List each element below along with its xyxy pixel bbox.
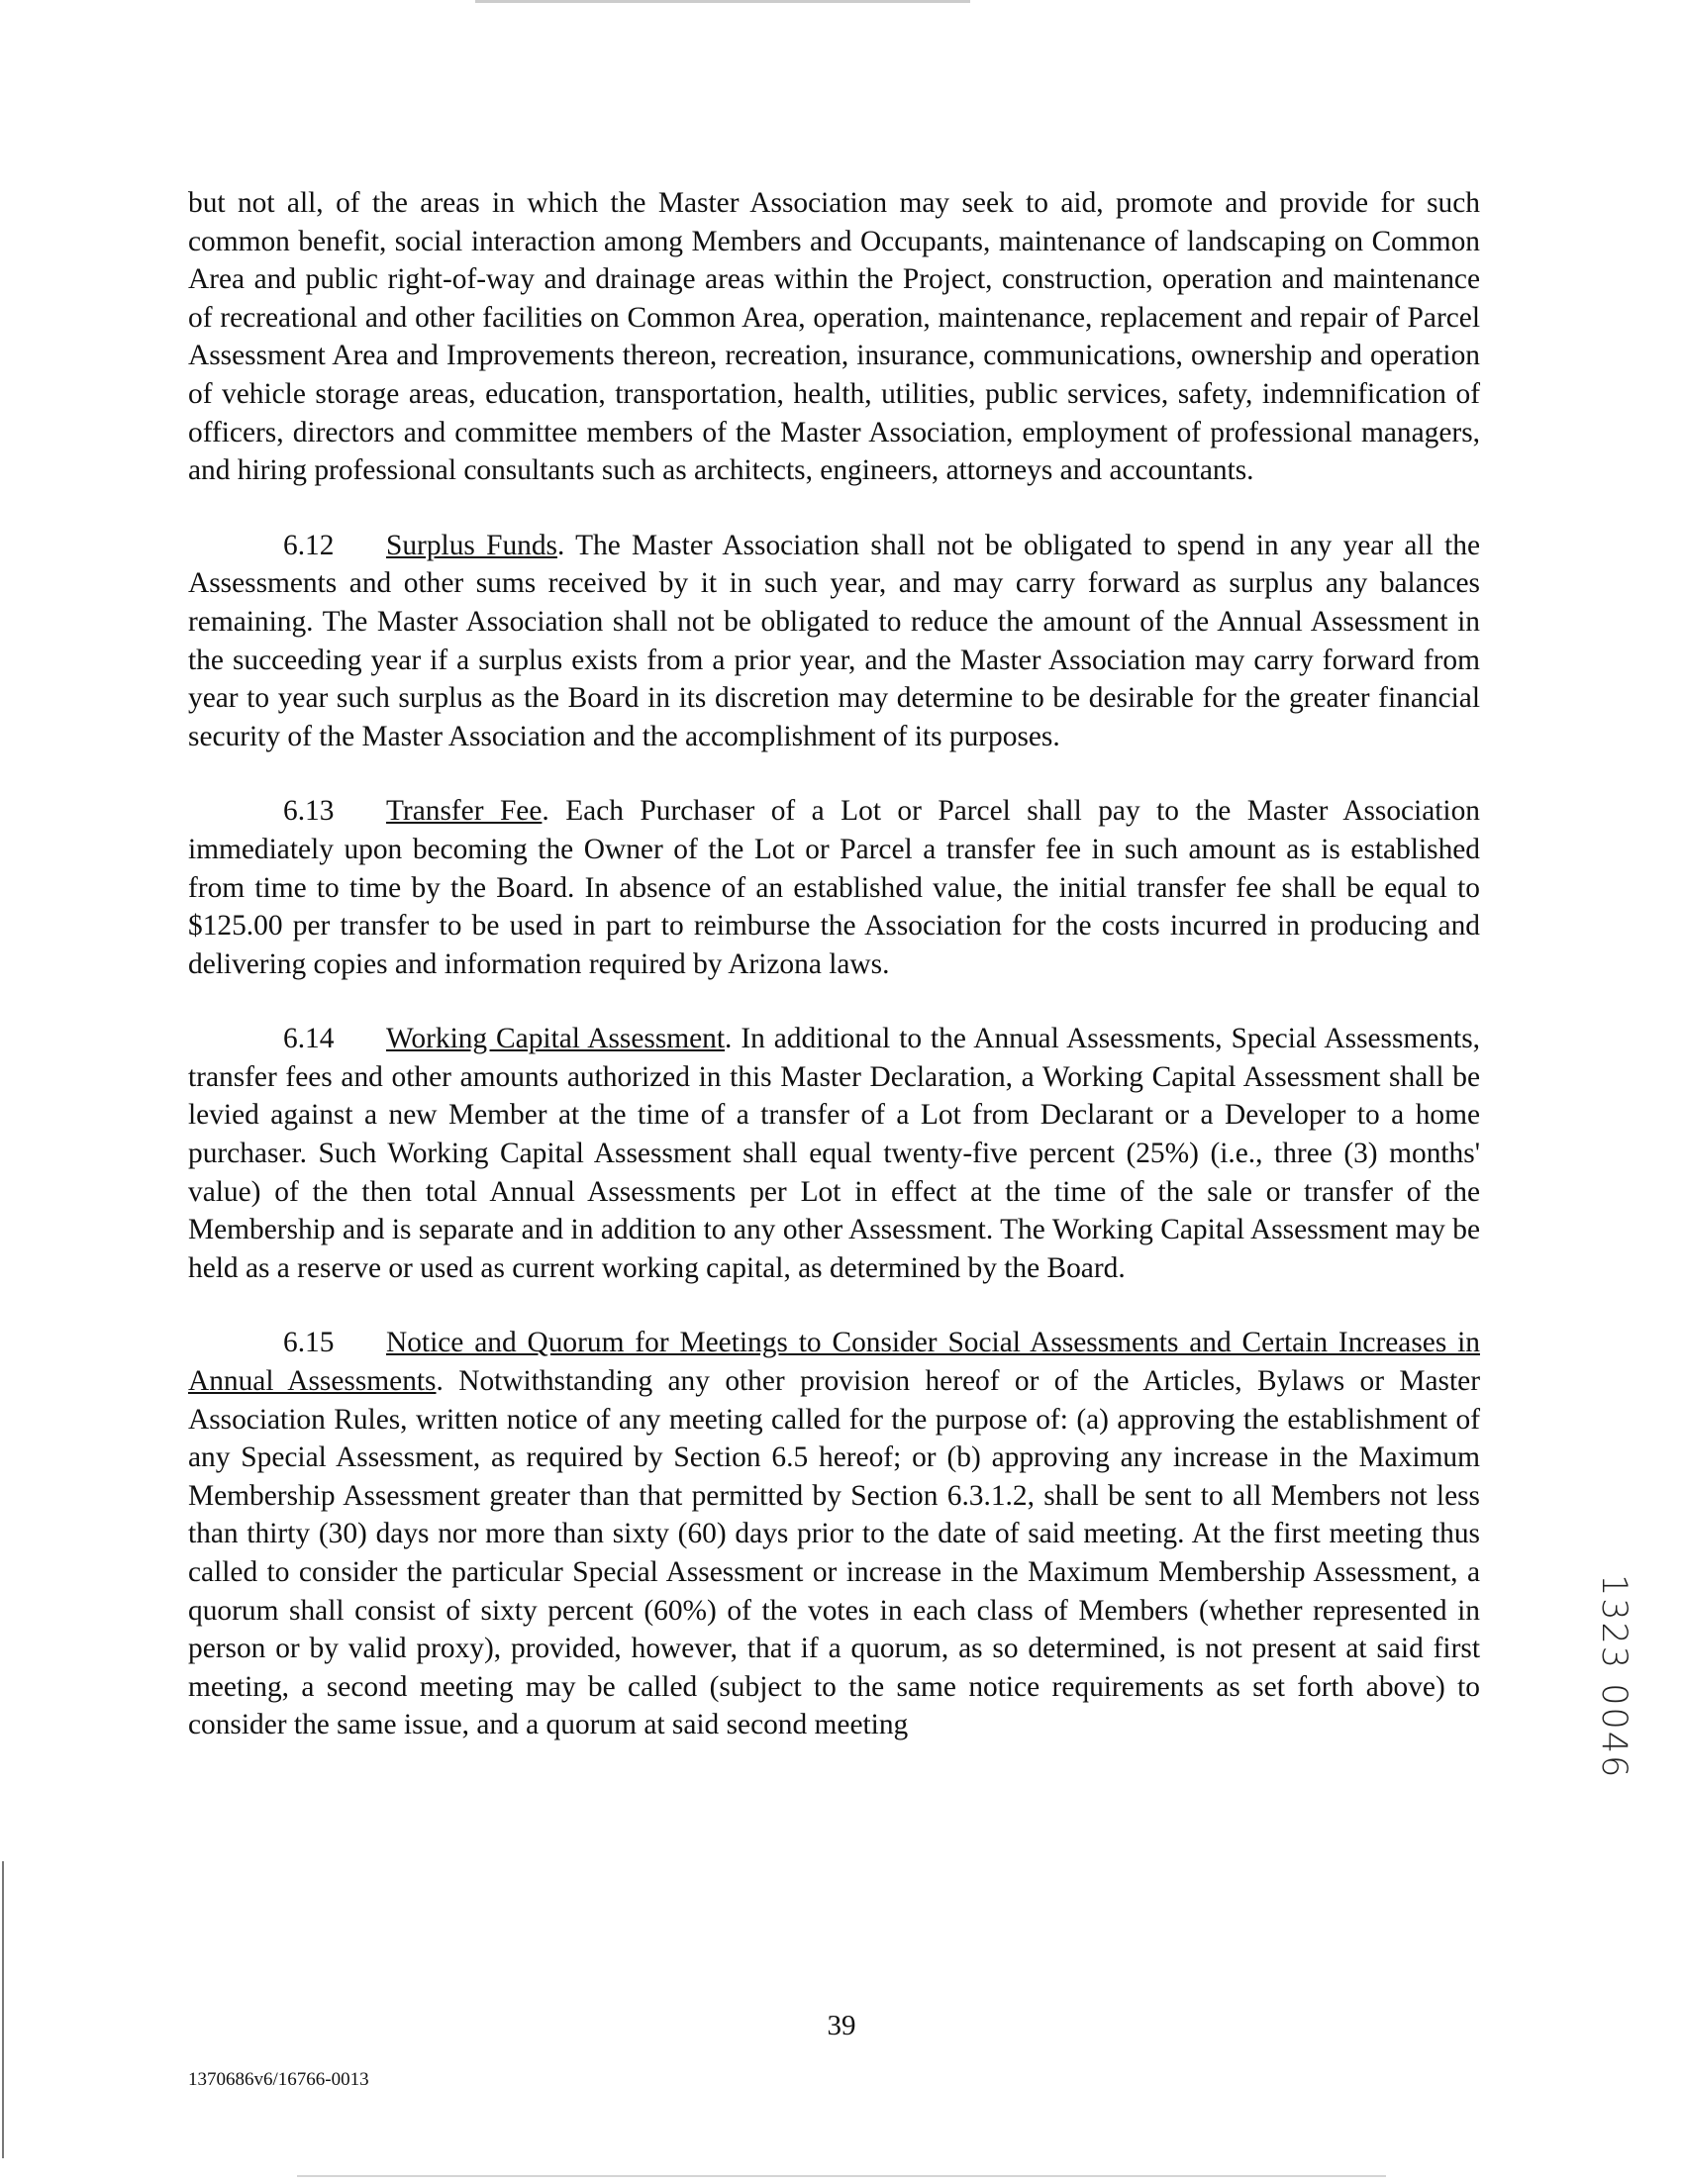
section-text: . In additional to the Annual Assessments, Special Assessments, transfer fees and other amounts authorized in this Master Declaration, a Working Capital Assessment shall be levied against a new Member at the time of a transfer of a Lot from Declarant or a Developer to a home purchaser. Such Working Capital Assessment shall equal twenty-five percent (25%) (i.e., three (3) months' value) of the then total Annual Assessments per Lot in effect at the time of the sale or transfer of the Membership and is separate and in addition to any other Assessment. The Working Capital Assessment may be held as a reserve or used as current working capital, as determined by the Board. [188, 1023, 1480, 1284]
scan-artifact-top [475, 0, 970, 3]
section-6-14 [188, 1020, 1480, 1287]
section-number: 6.15 [283, 1327, 335, 1359]
document-id: 1370686v6/16766-0013 [188, 2069, 369, 2090]
section-number: 6.14 [283, 1023, 335, 1055]
section-heading: Surplus Funds [386, 529, 557, 561]
continuation-paragraph: but not all, of the areas in which the Master Association may seek to aid, promote and provide for such common benefit, social interaction among Members and Occupants, maintenance of landscaping on Common Area and public right-of-way and drainage areas within the Project, construction, operation and maintenance of recreational and other facilities on Common Area, operation, maintenance, replacement and repair of Parcel Assessment Area and Improvements thereon, recreation, insurance, communications, ownership and operation of vehicle storage areas, education, transportation, health, utilities, public services, safety, indemnification of officers, directors and committee members of the Master Association, employment of professional managers, and hiring professional consultants such as architects, engineers, attorneys and accountants. [188, 187, 1480, 487]
section-text: . Each Purchaser of a Lot or Parcel shall pay to the Master Association immediately upon becoming the Owner of the Lot or Parcel a transfer fee in such amount as is established from time to time by the Board. In absence of an established value, the initial transfer fee shall be equal to $125.00 per transfer to be used in part to reimburse the Association for the costs incurred in producing and delivering copies and information required by Arizona laws. [188, 795, 1480, 980]
body-text [188, 184, 1480, 1781]
section-number: 6.13 [283, 795, 335, 828]
section-number: 6.12 [283, 529, 335, 561]
scan-artifact-bottom [297, 2175, 1386, 2177]
scan-artifact-left [2, 1861, 4, 2158]
section-text: . The Master Association shall not be obligated to spend in any year all the Assessments and other sums received by it in such year, and may carry forward as surplus any balances remaining. The Master Association shall not be obligated to reduce the amount of the Annual Assessment in the succeeding year if a surplus exists from a prior year, and the Master Association may carry forward from year to year such surplus as the Board in its discretion may determine to be desirable for the greater financial security of the Master Association and the accomplishment of its purposes. [188, 529, 1480, 752]
section-6-15 [188, 1324, 1480, 1744]
section-6-12 [188, 527, 1480, 756]
page-number: 39 [827, 2010, 856, 2041]
section-heading: Working Capital Assessment [386, 1023, 726, 1055]
section-heading: Notice and Quorum for Meetings to Consider Social Assessments and Certain Increases in Annual Assessments [188, 1327, 1480, 1398]
section-heading: Transfer Fee [386, 795, 543, 828]
margin-stamp: 1323 0046 [1594, 1574, 1634, 1780]
section-text: . Notwithstanding any other provision hereof or of the Articles, Bylaws or Master Association Rules, written notice of any meeting called for the purpose of: (a) approving the establishment of any Special Assessment, as required by Section 6.5 hereof; or (b) approving any increase in the Maximum Membership Assessment greater than that permitted by Section 6.3.1.2, shall be sent to all Members not less than thirty (30) days nor more than sixty (60) days prior to the date of said meeting. At the first meeting thus called to consider the particular Special Assessment or increase in the Maximum Membership Assessment, a quorum shall consist of sixty percent (60%) of the votes in each class of Members (whether represented in person or by valid proxy), provided, however, that if a quorum, as so determined, is not present at said first meeting, a second meeting may be called (subject to the same notice requirements as set forth above) to consider the same issue, and a quorum at said second meeting [188, 1365, 1480, 1741]
section-6-13 [188, 792, 1480, 983]
